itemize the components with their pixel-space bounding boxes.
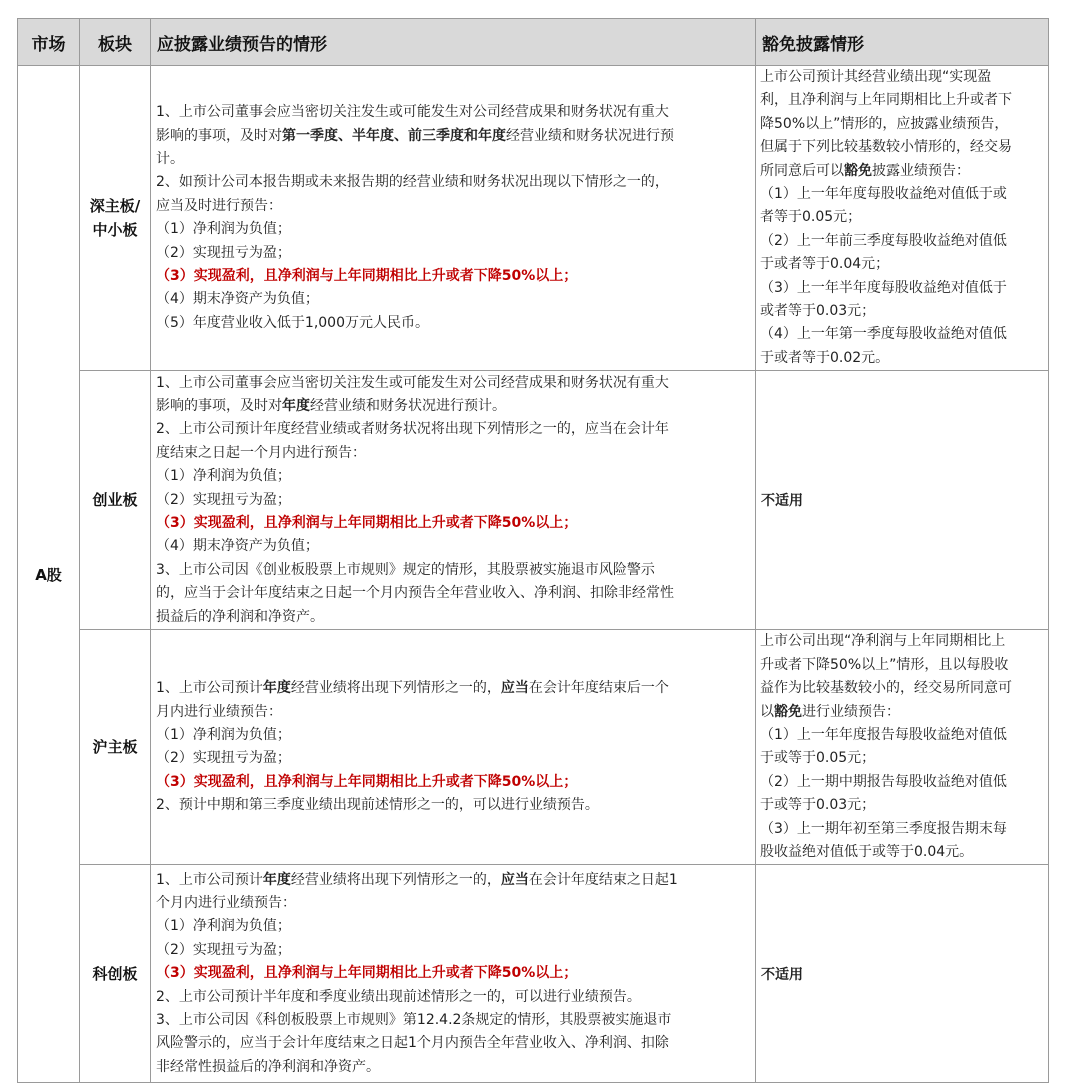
text-line <box>760 841 1044 864</box>
text-segment: 经营业绩和财务状况进行预计。 <box>310 397 506 414</box>
text-segment: 1、上市公司董事会应当密切关注发生或可能发生对公司经营成果和财务状况有重大 <box>156 374 669 391</box>
header-board: 板块 <box>80 19 151 66</box>
text-line <box>156 582 751 605</box>
text-segment: 在会计年度结束之日起1 <box>528 871 678 888</box>
text-segment: （2）实现扭亏为盈； <box>156 244 291 261</box>
text-line <box>156 418 751 441</box>
table-row <box>18 66 1049 371</box>
board-label: 创业板 <box>92 491 138 510</box>
table-row <box>18 630 1049 865</box>
condition-cell <box>151 371 756 630</box>
text-segment: 2、如预计公司本报告期或未来报告期的经营业绩和财务状况出现以下情形之一的， <box>156 174 669 191</box>
text-segment: （4）期末净资产为负值； <box>156 538 319 555</box>
highlight-text: （3）实现盈利，且净利润与上年同期相比上升或者下降50%以上； <box>156 773 578 790</box>
text-segment: 1、上市公司预计 <box>156 871 263 888</box>
text-segment: 2、预计中期和第三季度业绩出现前述情形之一的，可以进行业绩预告。 <box>156 797 599 814</box>
text-segment: （1）净利润为负值； <box>156 221 291 238</box>
text-line <box>156 489 751 512</box>
board-label: 深主板/ <box>89 197 141 216</box>
text-segment: 年度 <box>262 680 291 697</box>
text-line <box>156 288 751 311</box>
text-line <box>156 771 751 794</box>
text-segment: 升或者下降50%以上”情形，且以每股收 <box>760 656 1009 673</box>
text-line <box>760 794 1044 817</box>
text-line <box>156 915 751 938</box>
text-segment: 非经常性损益后的净利润和净资产。 <box>156 1058 380 1075</box>
text-line <box>156 171 751 194</box>
text-line <box>156 101 751 124</box>
market-cell: A股 <box>18 66 80 1083</box>
text-segment: 风险警示的，应当于会计年度结束之日起1个月内预告全年营业收入、净利润、扣除 <box>156 1035 669 1052</box>
text-segment: （4）期末净资产为负值； <box>156 291 319 308</box>
text-segment: 利，且净利润与上年同期相比上升或者下 <box>760 92 1012 109</box>
condition-cell <box>151 865 756 1083</box>
text-segment: 在会计年度结束后一个 <box>528 680 669 697</box>
text-line <box>156 465 751 488</box>
text-line <box>760 701 1044 724</box>
text-line <box>156 148 751 171</box>
text-segment: （1）净利润为负值； <box>156 918 291 935</box>
text-segment: 3、上市公司因《科创板股票上市规则》第12.4.2条规定的情形，其股票被实施退市 <box>156 1011 672 1028</box>
text-segment: （2）实现扭亏为盈； <box>156 941 291 958</box>
text-segment: 影响的事项，及时对 <box>156 127 282 144</box>
text-segment: 月内进行业绩预告： <box>156 703 282 720</box>
board-cell <box>80 66 151 371</box>
disclosure-table <box>17 18 1049 1083</box>
text-line <box>760 206 1044 229</box>
text-segment: 但属于下列比较基数较小情形的，经交易 <box>760 139 1012 156</box>
header-condition: 应披露业绩预告的情形 <box>151 19 756 66</box>
text-line <box>156 442 751 465</box>
board-cell <box>80 865 151 1083</box>
text-line <box>760 677 1044 700</box>
text-line <box>156 218 751 241</box>
board-cell <box>80 371 151 630</box>
text-segment: 上市公司预计其经营业绩出现“实现盈 <box>760 69 992 85</box>
text-segment: （2）实现扭亏为盈； <box>156 491 291 508</box>
text-line <box>156 701 751 724</box>
text-line <box>156 747 751 770</box>
text-line <box>156 512 751 535</box>
board-label: 科创板 <box>92 964 138 983</box>
text-segment: 于或等于0.05元； <box>760 750 876 767</box>
board-cell <box>80 630 151 865</box>
condition-cell <box>151 630 756 865</box>
text-segment: （3）上一年半年度每股收益绝对值低于 <box>760 279 1007 296</box>
text-line <box>156 724 751 747</box>
text-segment: （2）上一年前三季度每股收益绝对值低 <box>760 232 1007 249</box>
text-line <box>156 939 751 962</box>
text-segment: 益作为比较基数较小的，经交易所同意可 <box>760 680 1012 697</box>
text-segment: 3、上市公司因《创业板股票上市规则》规定的情形，其股票被实施退市风险警示 <box>156 561 655 578</box>
text-line <box>156 986 751 1009</box>
text-segment: 应当 <box>500 680 529 697</box>
text-segment: （1）上一年年度报告每股收益绝对值低 <box>760 726 1007 743</box>
text-segment: 个月内进行业绩预告： <box>156 894 296 911</box>
text-segment: 者等于0.05元； <box>760 209 862 226</box>
text-line <box>760 277 1044 300</box>
text-line <box>156 195 751 218</box>
text-segment: 1、上市公司预计 <box>156 680 263 697</box>
text-line <box>760 66 1044 89</box>
text-line <box>760 113 1044 136</box>
text-segment: （1）上一年年度每股收益绝对值低于或 <box>760 186 1007 203</box>
text-segment: 1、上市公司董事会应当密切关注发生或可能发生对公司经营成果和财务状况有重大 <box>156 104 669 121</box>
table-row <box>18 371 1049 630</box>
table-row <box>18 865 1049 1083</box>
text-segment: 经营业绩将出现下列情形之一的， <box>290 871 501 888</box>
header-market: 市场 <box>18 19 80 66</box>
text-segment: 披露业绩预告： <box>872 162 970 179</box>
text-segment: （5）年度营业收入低于1,000万元人民币。 <box>156 314 429 331</box>
header-row <box>18 19 1049 66</box>
text-line <box>760 771 1044 794</box>
text-segment: 计。 <box>156 150 184 167</box>
text-line <box>760 724 1044 747</box>
text-segment: 进行业绩预告： <box>802 703 900 720</box>
text-line <box>760 230 1044 253</box>
text-segment: （2）上一期中期报告每股收益绝对值低 <box>760 773 1007 790</box>
exemption-cell <box>756 630 1049 865</box>
text-line <box>156 677 751 700</box>
text-line <box>156 312 751 335</box>
text-segment: 股收益绝对值低于或等于0.04元。 <box>760 843 974 860</box>
text-line <box>156 372 751 395</box>
text-line <box>760 89 1044 112</box>
text-segment: 豁免 <box>774 703 802 720</box>
text-segment: 度结束之日起一个月内进行预告： <box>156 444 366 461</box>
text-line <box>760 747 1044 770</box>
text-line <box>156 559 751 582</box>
text-segment: 上市公司出现“净利润与上年同期相比上 <box>760 633 1006 650</box>
text-line <box>760 136 1044 159</box>
text-segment: 第一季度、半年度、前三季度和年度 <box>282 127 506 144</box>
text-line <box>760 654 1044 677</box>
text-segment: （3）上一期年初至第三季度报告期末每 <box>760 820 1007 837</box>
text-segment: 降50%以上”情形的，应披露业绩预告， <box>760 115 1009 132</box>
exemption-cell <box>756 66 1049 371</box>
board-label: 中小板 <box>92 221 138 240</box>
text-line <box>156 1056 751 1079</box>
text-line <box>156 1009 751 1032</box>
text-line <box>760 160 1044 183</box>
text-line <box>156 535 751 558</box>
text-segment: 豁免 <box>844 162 872 179</box>
text-segment: 经营业绩将出现下列情形之一的， <box>290 680 501 697</box>
text-segment: 应当及时进行预告： <box>156 197 282 214</box>
text-segment: 的，应当于会计年度结束之日起一个月内预告全年营业收入、净利润、扣除非经常性 <box>156 585 674 602</box>
text-segment: 经营业绩和财务状况进行预 <box>506 127 674 144</box>
text-segment: 所同意后可以 <box>760 162 844 179</box>
text-segment: 损益后的净利润和净资产。 <box>156 608 324 625</box>
text-segment: 年度 <box>282 397 310 414</box>
text-line <box>760 818 1044 841</box>
highlight-text: （3）实现盈利，且净利润与上年同期相比上升或者下降50%以上； <box>156 267 578 284</box>
text-line <box>760 347 1044 370</box>
exemption-cell: 不适用 <box>756 865 1049 1083</box>
text-segment: 于或者等于0.04元； <box>760 256 890 273</box>
highlight-text: （3）实现盈利，且净利润与上年同期相比上升或者下降50%以上； <box>156 514 578 531</box>
text-segment: 以 <box>760 703 774 720</box>
text-line <box>760 183 1044 206</box>
text-segment: （1）净利润为负值； <box>156 468 291 485</box>
text-segment: 2、上市公司预计半年度和季度业绩出现前述情形之一的，可以进行业绩预告。 <box>156 988 641 1005</box>
exemption-cell: 不适用 <box>756 371 1049 630</box>
header-exemption: 豁免披露情形 <box>756 19 1049 66</box>
highlight-text: （3）实现盈利，且净利润与上年同期相比上升或者下降50%以上； <box>156 965 578 982</box>
text-segment: 年度 <box>262 871 291 888</box>
text-segment: 于或者等于0.02元。 <box>760 349 890 366</box>
board-label: 沪主板 <box>92 738 138 757</box>
text-line <box>760 300 1044 323</box>
text-segment: 影响的事项，及时对 <box>156 397 282 414</box>
text-line <box>760 323 1044 346</box>
condition-cell <box>151 66 756 371</box>
text-segment: 2、上市公司预计年度经营业绩或者财务状况将出现下列情形之一的，应当在会计年 <box>156 421 669 438</box>
text-line <box>156 125 751 148</box>
text-segment: 应当 <box>500 871 529 888</box>
text-segment: （2）实现扭亏为盈； <box>156 750 291 767</box>
text-line <box>156 606 751 629</box>
text-segment: 或者等于0.03元； <box>760 303 876 320</box>
text-segment: （1）净利润为负值； <box>156 726 291 743</box>
text-line <box>156 794 751 817</box>
text-line <box>156 265 751 288</box>
text-line <box>156 242 751 265</box>
text-line <box>156 962 751 985</box>
text-line <box>760 253 1044 276</box>
text-line <box>156 869 751 892</box>
text-segment: （4）上一年第一季度每股收益绝对值低 <box>760 326 1007 343</box>
text-segment: 于或等于0.03元； <box>760 797 876 814</box>
text-line <box>156 395 751 418</box>
text-line <box>760 630 1044 653</box>
text-line <box>156 892 751 915</box>
text-line <box>156 1032 751 1055</box>
